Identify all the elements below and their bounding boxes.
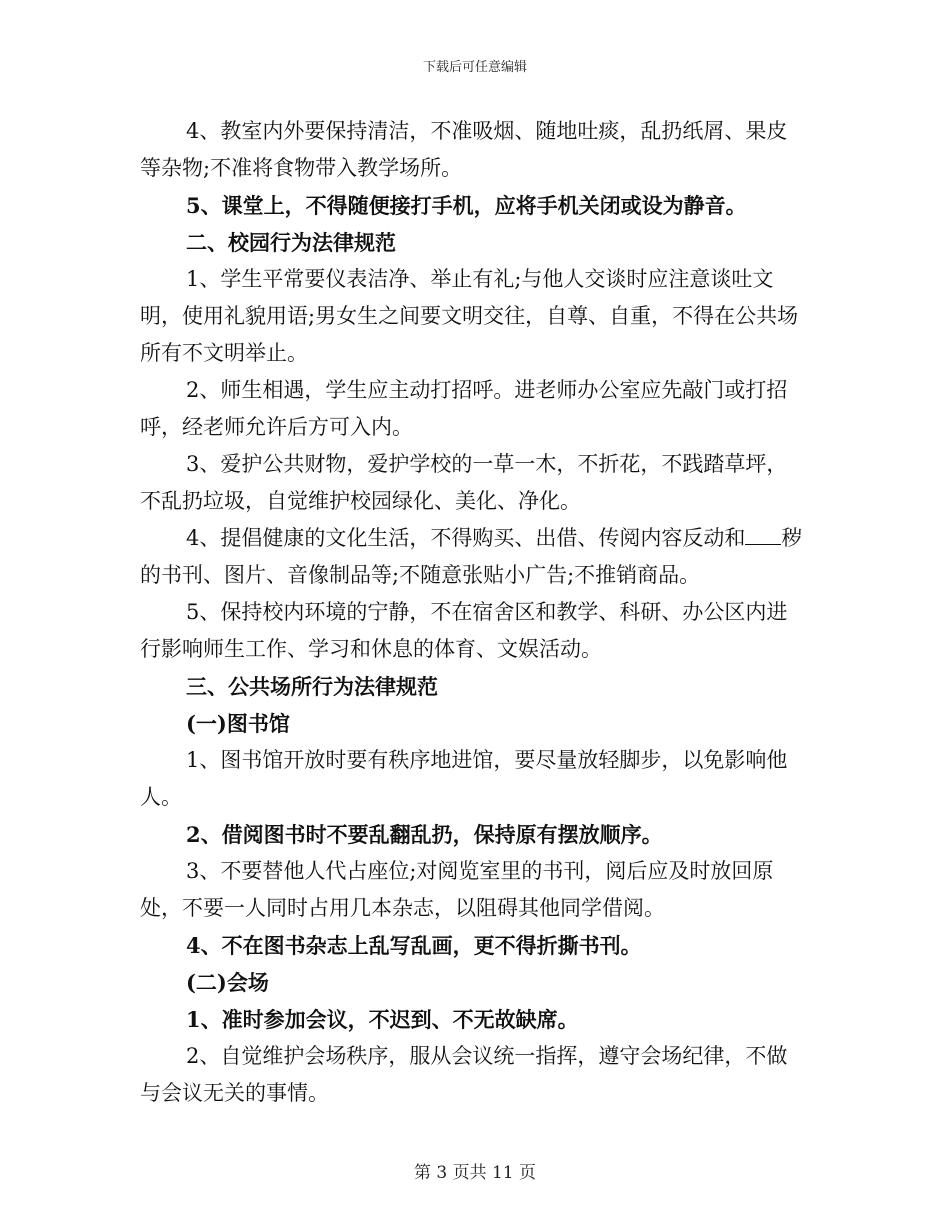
subsection-heading: (二)会场 [186,970,269,995]
paragraph: 1、图书馆开放时要有秩序地进馆，要尽量放轻脚步，以免影响他人。 [140,748,788,809]
paragraph: 2、师生相遇，学生应主动打招呼。进老师办公室应先敲门或打招呼，经老师允许后方可入内。 [140,378,788,439]
subsection-heading: (一)图书馆 [186,711,290,736]
paragraph [140,520,806,594]
paragraph: 5、课堂上，不得随便接打手机，应将手机关闭或设为静音。 [186,193,747,218]
paragraph: 2、自觉维护会场秩序，服从会议统一指挥，遵守会场纪律，不做与会议无关的事情。 [140,1044,788,1105]
paragraph: 1、学生平常要仪表洁净、举止有礼;与他人交谈时应注意谈吐文明，使用礼貌用语;男女生之间要文明交往，自尊、自重，不得在公共场所有不文明举止。 [140,267,799,365]
paragraph: 1、准时参加会议，不迟到、不无故缺席。 [186,1007,579,1032]
document-body [140,113,806,1112]
paragraph: 3、爱护公共财物，爱护学校的一草一木，不折花，不践踏草坪，不乱扔垃圾，自觉维护校园绿化、美化、净化。 [140,452,788,513]
section-heading: 二、校园行为法律规范 [186,230,396,255]
page-header: 下载后可任意编辑 [422,60,527,75]
blank-line [745,524,781,545]
paragraph-text: 秽的书刊、图片、音像制品等;不随意张贴小广告;不推销商品。 [140,526,803,587]
paragraph: 4、教室内外要保持清洁，不准吸烟、随地吐痰，乱扔纸屑、果皮等杂物;不准将食物带入教学场所。 [140,119,788,180]
paragraph: 4、不在图书杂志上乱写乱画，更不得折撕书刊。 [186,933,642,958]
page-footer: 第 3 页共 11 页 [413,1163,537,1183]
paragraph: 2、借阅图书时不要乱翻乱扔，保持原有摆放顺序。 [186,822,663,847]
paragraph-text: 4、提倡健康的文化生活，不得购买、出借、传阅内容反动和 [186,526,746,550]
section-heading: 三、公共场所行为法律规范 [186,674,438,699]
paragraph: 3、不要替他人代占座位;对阅览室里的书刊，阅后应及时放回原处，不要一人同时占用几本杂志，以阻碍其他同学借阅。 [140,859,774,920]
paragraph: 5、保持校内环境的宁静，不在宿舍区和教学、科研、办公区内进行影响师生工作、学习和休息的体育、文娱活动。 [140,600,788,661]
